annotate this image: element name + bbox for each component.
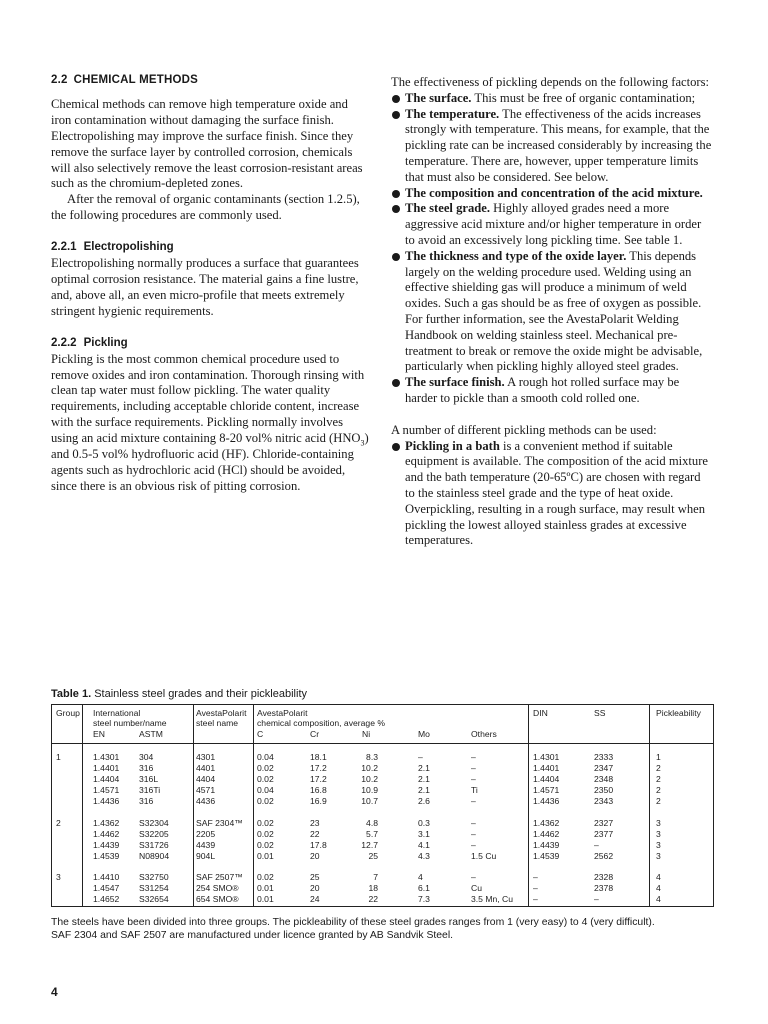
- c-cell: 0.02: [257, 818, 274, 828]
- astm-cell: S31254: [139, 883, 169, 893]
- din-cell: –: [533, 883, 538, 893]
- ap-cell: 4404: [196, 774, 216, 784]
- pickleability-cell: 3: [656, 829, 661, 839]
- right-column: [391, 75, 713, 549]
- ni-cell: 7: [373, 872, 378, 882]
- c-cell: 0.04: [257, 752, 274, 762]
- din-cell: 1.4436: [533, 796, 560, 806]
- footnote-line-1: The steels have been divided into three groups. The pickleability of these steel grades ranges from 1 (very easy) to 4 (very difficult).: [51, 917, 655, 928]
- others-cell: –: [471, 840, 476, 850]
- subsection-title: Electropolishing: [83, 241, 174, 254]
- list-item: The steel grade. Highly alloyed grades need a more aggressive acid mixture and/or higher temperature in order to avoid an excessively long pickling time. See table 1.: [391, 201, 713, 248]
- group-number: 3: [56, 872, 61, 882]
- c-cell: 0.02: [257, 829, 274, 839]
- cr-cell: 23: [310, 818, 320, 828]
- intro-paragraph-2: After the removal of organic contaminants (section 1.2.5), the following procedures are commonly used.: [51, 192, 360, 223]
- ss-cell: –: [594, 894, 599, 904]
- c-cell: 0.02: [257, 774, 274, 784]
- mo-cell: 2.1: [418, 763, 430, 773]
- din-cell: 1.4539: [533, 851, 560, 861]
- ss-cell: 2378: [594, 883, 614, 893]
- astm-cell: 316L: [139, 774, 159, 784]
- pickling-paragraph: [51, 352, 369, 495]
- table-title: Stainless steel grades and their pickleability: [91, 688, 307, 700]
- en-cell: 1.4401: [93, 763, 120, 773]
- mo-cell: –: [418, 752, 423, 762]
- others-cell: –: [471, 763, 476, 773]
- list-item: Pickling in a bath is a convenient method if suitable equipment is available. The composition of the acid mixture and the bath temperature (20-65ºC) are chosen with regard to the stainless steel grade and the type of heat oxide. Overpickling, resulting in a rough surface, may result when pickling the lowest alloyed stainless grades at excessive temperatures.: [391, 439, 713, 550]
- header-group: Group: [56, 708, 80, 718]
- c-cell: 0.01: [257, 883, 274, 893]
- en-cell: 1.4462: [93, 829, 120, 839]
- cr-cell: 17.2: [310, 763, 327, 773]
- ss-cell: 2328: [594, 872, 614, 882]
- cr-cell: 16.8: [310, 785, 327, 795]
- mo-cell: 2.1: [418, 774, 430, 784]
- others-cell: –: [471, 774, 476, 784]
- left-column: [51, 73, 369, 495]
- cr-cell: 24: [310, 894, 320, 904]
- electropolishing-paragraph: Electropolishing normally produces a surface that guarantees optimal corrosion resistance. The material gains a fine lustre, and, above all, an even micro-profile that meets extremely stringent hygienic requirements.: [51, 256, 359, 318]
- bullet-icon: [392, 379, 400, 387]
- en-cell: 1.4571: [93, 785, 120, 795]
- astm-cell: S32304: [139, 818, 169, 828]
- ni-cell: 10.9: [361, 785, 378, 795]
- header-cr: Cr: [310, 729, 320, 739]
- pickleability-cell: 3: [656, 818, 661, 828]
- list-item: The composition and concentration of the acid mixture.: [391, 186, 713, 202]
- ap-cell: 254 SMO®: [196, 883, 239, 893]
- mo-cell: 2.1: [418, 785, 430, 795]
- list-item: The thickness and type of the oxide layer. This depends largely on the welding procedure used. Welding using an effective shielding gas will produce a minimum of weld oxides. Such a gas should be as free of oxygen as possible. For further information, see the AvestaPolarit Welding Handbook on welding stainless steel. Mechanical pre-treatment to break or remove the oxide might be advisable, particularly when pickling highly alloyed steel grades.: [391, 249, 713, 375]
- astm-cell: S32654: [139, 894, 169, 904]
- ap-cell: 4571: [196, 785, 216, 795]
- din-cell: 1.4301: [533, 752, 560, 762]
- subsection-number: 2.2.1: [51, 241, 77, 254]
- ss-cell: 2333: [594, 752, 614, 762]
- ap-cell: 2205: [196, 829, 216, 839]
- pickleability-cell: 1: [656, 752, 661, 762]
- table-footnote: [51, 916, 731, 943]
- list-item: The surface. This must be free of organic contamination;: [391, 91, 713, 107]
- ap-cell: 654 SMO®: [196, 894, 239, 904]
- c-cell: 0.02: [257, 763, 274, 773]
- cr-cell: 16.9: [310, 796, 327, 806]
- din-cell: 1.4401: [533, 763, 560, 773]
- intro-paragraph-1: Chemical methods can remove high temperature oxide and iron contamination without damaging the surface finish. Electropolishing may improve the surface finish. Since they remove the surface layer by controlled corrosion, chemicals will also selectively remove the least corrosion-resistant areas such as the chromium-depleted zones.: [51, 96, 363, 191]
- ss-cell: 2327: [594, 818, 614, 828]
- pickleability-cell: 2: [656, 763, 661, 773]
- others-cell: 3.5 Mn, Cu: [471, 894, 514, 904]
- subscript: 3: [360, 438, 365, 448]
- list-item: The surface finish. A rough hot rolled surface may be harder to pickle than a smooth cold rolled one.: [391, 375, 713, 407]
- c-cell: 0.02: [257, 840, 274, 850]
- header-en: EN: [93, 729, 105, 739]
- astm-cell: 316: [139, 763, 154, 773]
- ni-cell: 12.7: [361, 840, 378, 850]
- header-ss: SS: [594, 708, 606, 718]
- cr-cell: 18.1: [310, 752, 327, 762]
- astm-cell: 316Ti: [139, 785, 161, 795]
- mo-cell: 4.3: [418, 851, 430, 861]
- ni-cell: 18: [368, 883, 378, 893]
- astm-cell: S31726: [139, 840, 169, 850]
- pickleability-cell: 2: [656, 796, 661, 806]
- mo-cell: 2.6: [418, 796, 430, 806]
- din-cell: 1.4362: [533, 818, 560, 828]
- section-heading: [51, 73, 369, 89]
- mo-cell: 4: [418, 872, 423, 882]
- pickleability-cell: 4: [656, 872, 661, 882]
- header-ni: Ni: [362, 729, 371, 739]
- din-cell: –: [533, 894, 538, 904]
- din-cell: 1.4462: [533, 829, 560, 839]
- others-cell: –: [471, 796, 476, 806]
- header-astm: ASTM: [139, 729, 163, 739]
- cr-cell: 17.2: [310, 774, 327, 784]
- others-cell: –: [471, 872, 476, 882]
- header-pickleability: Pickleability: [656, 708, 701, 718]
- en-cell: 1.4410: [93, 872, 120, 882]
- ss-cell: 2343: [594, 796, 614, 806]
- mo-cell: 4.1: [418, 840, 430, 850]
- pickleability-cell: 3: [656, 851, 661, 861]
- bullet-icon: [392, 205, 400, 213]
- c-cell: 0.01: [257, 851, 274, 861]
- ap-cell: 4401: [196, 763, 216, 773]
- pickleability-cell: 2: [656, 774, 661, 784]
- pickling-text-part-a: Pickling is the most common chemical procedure used to remove oxides and iron contamination. Thorough rinsing with clean tap water must follow pickling. The water quality requirements, including acceptable chloride content, increase with the surface requirements. Pickling normally involves using an acid mixture containing 8-20 vol% nitric acid (HNO: [51, 351, 365, 446]
- ap-cell: SAF 2304™: [196, 818, 243, 828]
- cr-cell: 20: [310, 851, 320, 861]
- astm-cell: N08904: [139, 851, 170, 861]
- ni-cell: 25: [368, 851, 378, 861]
- mo-cell: 0.3: [418, 818, 430, 828]
- header-c: C: [257, 729, 264, 739]
- ss-cell: 2350: [594, 785, 614, 795]
- c-cell: 0.04: [257, 785, 274, 795]
- pickleability-cell: 4: [656, 883, 661, 893]
- en-cell: 1.4362: [93, 818, 120, 828]
- din-cell: 1.4439: [533, 840, 560, 850]
- din-cell: –: [533, 872, 538, 882]
- ss-cell: 2347: [594, 763, 614, 773]
- en-cell: 1.4436: [93, 796, 120, 806]
- c-cell: 0.02: [257, 796, 274, 806]
- bullet-icon: [392, 443, 400, 451]
- table-label: Table 1.: [51, 688, 92, 700]
- section-title: CHEMICAL METHODS: [73, 74, 198, 86]
- ap-cell: 4301: [196, 752, 216, 762]
- ni-cell: 4.8: [366, 818, 378, 828]
- ap-cell: 4436: [196, 796, 216, 806]
- page-number: 4: [51, 985, 58, 999]
- ni-cell: 10.2: [361, 763, 378, 773]
- ni-cell: 10.2: [361, 774, 378, 784]
- bullet-icon: [392, 190, 400, 198]
- astm-cell: 304: [139, 752, 154, 762]
- cr-cell: 22: [310, 829, 320, 839]
- mo-cell: 3.1: [418, 829, 430, 839]
- astm-cell: S32205: [139, 829, 169, 839]
- c-cell: 0.01: [257, 894, 274, 904]
- list-item: The temperature. The effectiveness of the acids increases strongly with temperature. This means, for example, that the pickling rate can be increased considerably by increasing the temperature. There are, however, upper temperature limits that must also be considered. See below.: [391, 107, 713, 186]
- en-cell: 1.4547: [93, 883, 120, 893]
- others-cell: Cu: [471, 883, 482, 893]
- header-others: Others: [471, 729, 497, 739]
- pickling-text-part-b: ) and 0.5-5 vol% hydrofluoric acid (HF). Chloride-containing agents such as hydrochloric acid (HCl) should be avoided, since there is an obvious risk of pitting corrosion.: [51, 431, 369, 493]
- group-number: 1: [56, 752, 61, 762]
- header-chem-sub: chemical composition, average %: [257, 718, 386, 728]
- header-international-sub: steel number/name: [93, 718, 167, 728]
- mo-cell: 7.3: [418, 894, 430, 904]
- cr-cell: 17.8: [310, 840, 327, 850]
- astm-cell: 316: [139, 796, 154, 806]
- header-avestapolarit: AvestaPolarit: [196, 708, 247, 718]
- group-number: 2: [56, 818, 61, 828]
- factors-list: [391, 91, 713, 407]
- factors-intro: The effectiveness of pickling depends on the following factors:: [391, 75, 710, 89]
- astm-cell: S32750: [139, 872, 169, 882]
- methods-intro: A number of different pickling methods can be used:: [391, 422, 657, 437]
- header-mo: Mo: [418, 729, 430, 739]
- cr-cell: 20: [310, 883, 320, 893]
- ss-cell: 2348: [594, 774, 614, 784]
- en-cell: 1.4439: [93, 840, 120, 850]
- din-cell: 1.4404: [533, 774, 560, 784]
- mo-cell: 6.1: [418, 883, 430, 893]
- others-cell: –: [471, 752, 476, 762]
- ni-cell: 10.7: [361, 796, 378, 806]
- others-cell: Ti: [471, 785, 478, 795]
- din-cell: 1.4571: [533, 785, 560, 795]
- c-cell: 0.02: [257, 872, 274, 882]
- others-cell: –: [471, 829, 476, 839]
- section-number: 2.2: [51, 74, 68, 86]
- bullet-icon: [392, 111, 400, 119]
- en-cell: 1.4539: [93, 851, 120, 861]
- pickleability-cell: 3: [656, 840, 661, 850]
- header-steel-name: steel name: [196, 718, 239, 728]
- en-cell: 1.4404: [93, 774, 120, 784]
- en-cell: 1.4652: [93, 894, 120, 904]
- others-cell: –: [471, 818, 476, 828]
- subsection-heading-pickling: [51, 336, 369, 352]
- pickleability-cell: 2: [656, 785, 661, 795]
- pickleability-table: [51, 704, 714, 907]
- en-cell: 1.4301: [93, 752, 120, 762]
- ni-cell: 22: [368, 894, 378, 904]
- ss-cell: 2562: [594, 851, 614, 861]
- others-cell: 1.5 Cu: [471, 851, 497, 861]
- ap-cell: 904L: [196, 851, 216, 861]
- pickleability-cell: 4: [656, 894, 661, 904]
- header-chem: AvestaPolarit: [257, 708, 308, 718]
- cr-cell: 25: [310, 872, 320, 882]
- ni-cell: 8.3: [366, 752, 378, 762]
- header-din: DIN: [533, 708, 548, 718]
- footnote-line-2: SAF 2304 and SAF 2507 are manufactured under licence granted by AB Sandvik Steel.: [51, 930, 454, 942]
- ap-cell: 4439: [196, 840, 216, 850]
- table-caption: [51, 688, 307, 700]
- ss-cell: 2377: [594, 829, 614, 839]
- bullet-icon: [392, 95, 400, 103]
- subsection-heading-electropolishing: [51, 240, 369, 256]
- ss-cell: –: [594, 840, 599, 850]
- methods-list: [391, 439, 713, 550]
- ap-cell: SAF 2507™: [196, 872, 243, 882]
- bullet-icon: [392, 253, 400, 261]
- ni-cell: 5.7: [366, 829, 378, 839]
- subsection-title: Pickling: [83, 336, 128, 349]
- header-international: International: [93, 708, 141, 718]
- subsection-number: 2.2.2: [51, 336, 77, 349]
